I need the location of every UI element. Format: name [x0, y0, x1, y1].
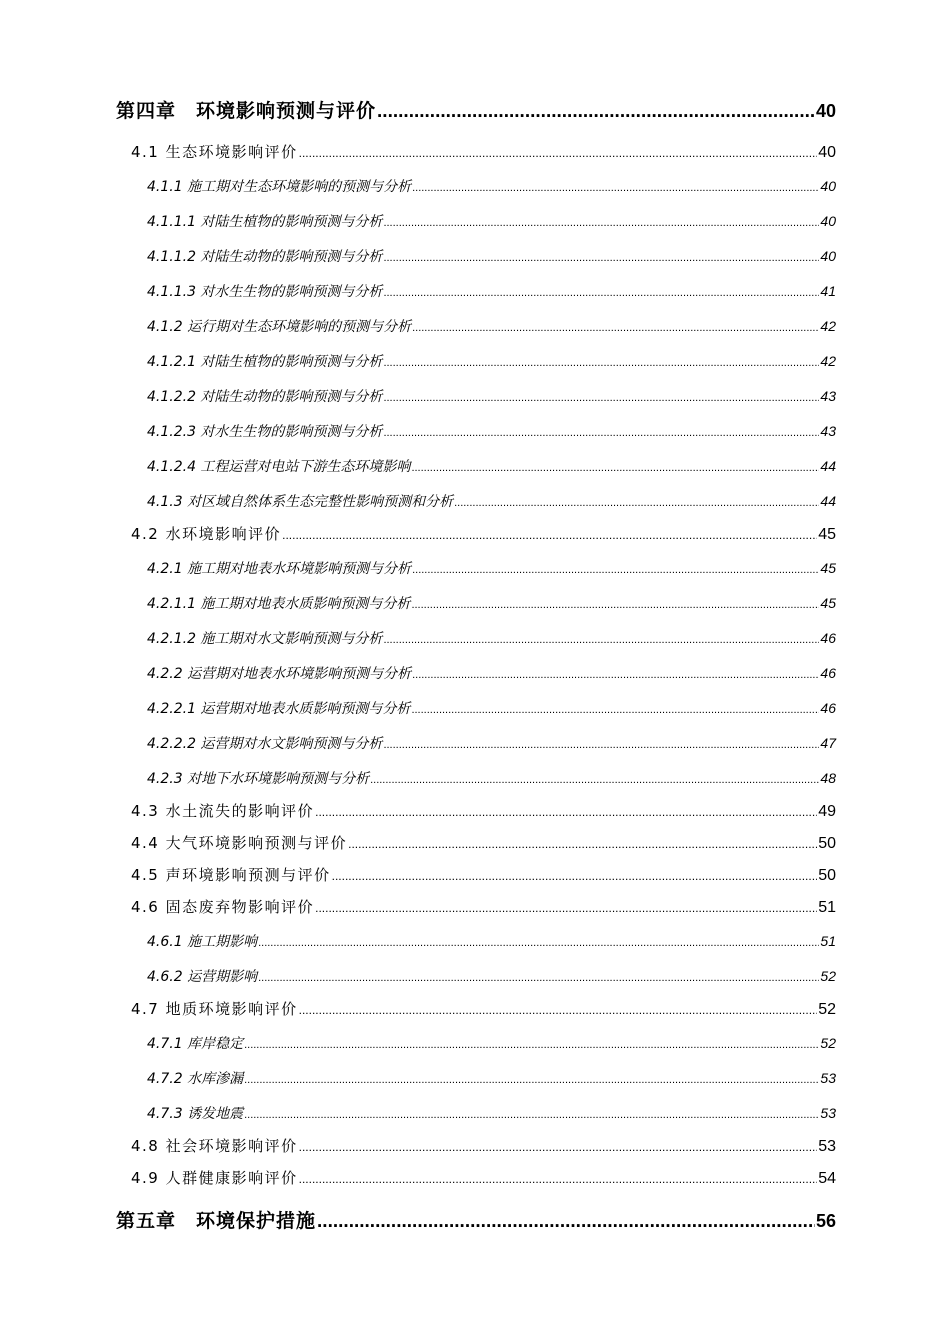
- toc-entry[interactable]: [0, 966, 950, 986]
- toc-page-number: 40: [820, 178, 836, 194]
- toc-entry-title: 4.2.2 运营期对地表水环境影响预测与分析: [147, 666, 412, 682]
- toc-entry-title: 4.2 水环境影响评价: [131, 525, 282, 543]
- toc-page-number: 52: [820, 1035, 836, 1051]
- toc-page-number: 51: [820, 933, 836, 949]
- toc-entry[interactable]: [0, 523, 950, 544]
- toc-entry[interactable]: [0, 141, 950, 162]
- toc-entry-title: 4.9 人群健康影响评价: [131, 1169, 298, 1187]
- toc-entry[interactable]: [0, 998, 950, 1019]
- toc-entry-title: 4.6.1 施工期影响: [147, 934, 258, 950]
- toc-page-number: 40: [818, 144, 836, 161]
- toc-dot-leader: [411, 462, 819, 474]
- toc-page-number: 46: [820, 700, 836, 716]
- toc-entry-title: 4.7.3 诱发地震: [147, 1106, 244, 1122]
- toc-dot-leader: [377, 101, 815, 123]
- toc-page-number: 53: [818, 1138, 836, 1155]
- toc-page-number: 40: [820, 213, 836, 229]
- toc-dot-leader: [411, 599, 819, 611]
- toc-entry-title: 4.1.2.1 对陆生植物的影响预测与分析: [147, 354, 383, 370]
- toc-entry-title: 4.1.3 对区域自然体系生态完整性影响预测和分析: [147, 494, 454, 510]
- toc-dot-leader: [454, 497, 819, 509]
- toc-page-number: 40: [815, 101, 836, 121]
- toc-page-number: 48: [820, 770, 836, 786]
- toc-entry-title: 4.2.1 施工期对地表水环境影响预测与分析: [147, 561, 412, 577]
- toc-entry-title: 4.4 大气环境影响预测与评价: [131, 834, 348, 852]
- toc-entry[interactable]: [0, 1167, 950, 1188]
- toc-entry[interactable]: [0, 864, 950, 885]
- toc-entry-title: 4.1.2 运行期对生态环境影响的预测与分析: [147, 319, 412, 335]
- toc-entry-title: 4.2.2.1 运营期对地表水质影响预测与分析: [147, 701, 411, 717]
- toc-entry[interactable]: [0, 628, 950, 648]
- toc-page-number: 46: [820, 630, 836, 646]
- toc-dot-leader: [412, 564, 819, 576]
- toc-page-number: 53: [820, 1105, 836, 1121]
- toc-page-number: 45: [820, 595, 836, 611]
- toc-entry[interactable]: [0, 491, 950, 511]
- toc-dot-leader: [383, 287, 819, 299]
- toc-entry[interactable]: [0, 768, 950, 788]
- toc-entry-title: 4.1.2.4 工程运营对电站下游生态环境影响: [147, 459, 411, 475]
- toc-entry[interactable]: [0, 593, 950, 613]
- toc-page-number: 49: [818, 803, 836, 820]
- toc-entry[interactable]: [0, 896, 950, 917]
- toc-entry-title: 4.1.1.2 对陆生动物的影响预测与分析: [147, 249, 383, 265]
- toc-entry[interactable]: [0, 1206, 950, 1233]
- toc-page-number: 52: [818, 1001, 836, 1018]
- toc-entry-title: 4.6 固态废弃物影响评价: [131, 898, 315, 916]
- toc-entry[interactable]: [0, 456, 950, 476]
- toc-entry-title: 4.8 社会环境影响评价: [131, 1137, 298, 1155]
- toc-dot-leader: [244, 1039, 819, 1051]
- toc-entry-title: 第五章 环境保护措施: [116, 1210, 317, 1232]
- toc-dot-leader: [412, 182, 819, 194]
- toc-dot-leader: [412, 669, 819, 681]
- toc-entry[interactable]: [0, 558, 950, 578]
- toc-page-number: 45: [820, 560, 836, 576]
- toc-page-number: 47: [820, 735, 836, 751]
- toc-entry-title: 第四章 环境影响预测与评价: [116, 100, 377, 122]
- toc-dot-leader: [411, 704, 819, 716]
- toc-dot-leader: [383, 739, 819, 751]
- toc-entry[interactable]: [0, 931, 950, 951]
- toc-entry-title: 4.5 声环境影响预测与评价: [131, 866, 331, 884]
- toc-dot-leader: [299, 146, 818, 160]
- toc-dot-leader: [299, 1140, 818, 1154]
- toc-page-number: 53: [820, 1070, 836, 1086]
- toc-entry[interactable]: [0, 800, 950, 821]
- toc-entry-title: 4.2.1.1 施工期对地表水质影响预测与分析: [147, 596, 411, 612]
- toc-entry[interactable]: [0, 1103, 950, 1123]
- toc-page-number: 43: [820, 423, 836, 439]
- toc-page-number: 42: [820, 318, 836, 334]
- toc-dot-leader: [258, 937, 819, 949]
- toc-entry-title: 4.1.1.1 对陆生植物的影响预测与分析: [147, 214, 383, 230]
- toc-entry-title: 4.1.2.3 对水生生物的影响预测与分析: [147, 424, 383, 440]
- toc-entry-title: 4.1.1 施工期对生态环境影响的预测与分析: [147, 179, 412, 195]
- toc-entry[interactable]: [0, 421, 950, 441]
- toc-entry-title: 4.1.2.2 对陆生动物的影响预测与分析: [147, 389, 383, 405]
- toc-entry[interactable]: [0, 351, 950, 371]
- toc-page-number: 42: [820, 353, 836, 369]
- toc-entry[interactable]: [0, 733, 950, 753]
- toc-page-number: 50: [818, 835, 836, 852]
- toc-dot-leader: [332, 869, 818, 883]
- toc-page-number: 50: [818, 867, 836, 884]
- toc-entry[interactable]: [0, 96, 950, 123]
- toc-entry-title: 4.3 水土流失的影响评价: [131, 802, 315, 820]
- toc-dot-leader: [258, 972, 819, 984]
- toc-dot-leader: [383, 252, 819, 264]
- toc-entry[interactable]: [0, 386, 950, 406]
- toc-page-number: 52: [820, 968, 836, 984]
- toc-dot-leader: [383, 357, 819, 369]
- toc-dot-leader: [348, 837, 817, 851]
- toc-dot-leader: [317, 1211, 815, 1233]
- toc-entry[interactable]: [0, 281, 950, 301]
- toc-dot-leader: [244, 1109, 819, 1121]
- toc-entry[interactable]: [0, 316, 950, 336]
- toc-page-number: 44: [820, 493, 836, 509]
- toc-dot-leader: [299, 1172, 818, 1186]
- toc-entry[interactable]: [0, 211, 950, 231]
- toc-entry-title: 4.2.2.2 运营期对水文影响预测与分析: [147, 736, 383, 752]
- toc-dot-leader: [383, 427, 819, 439]
- toc-entry-title: 4.7.1 库岸稳定: [147, 1036, 244, 1052]
- toc-entry-title: 4.2.3 对地下水环境影响预测与分析: [147, 771, 370, 787]
- toc-dot-leader: [383, 634, 819, 646]
- toc-entry[interactable]: [0, 1033, 950, 1053]
- toc-dot-leader: [412, 322, 819, 334]
- toc-page-number: 40: [820, 248, 836, 264]
- toc-dot-leader: [383, 392, 819, 404]
- toc-entry[interactable]: [0, 1135, 950, 1156]
- toc-dot-leader: [299, 1003, 818, 1017]
- toc-entry-title: 4.7.2 水库渗漏: [147, 1071, 244, 1087]
- toc-entry-title: 4.6.2 运营期影响: [147, 969, 258, 985]
- toc-dot-leader: [315, 901, 817, 915]
- toc-entry[interactable]: [0, 1068, 950, 1088]
- toc-entry[interactable]: [0, 698, 950, 718]
- toc-page-number: 54: [818, 1170, 836, 1187]
- toc-dot-leader: [383, 217, 819, 229]
- toc-entry[interactable]: [0, 663, 950, 683]
- toc-dot-leader: [315, 805, 817, 819]
- toc-entry[interactable]: [0, 246, 950, 266]
- toc-dot-leader: [282, 528, 817, 542]
- toc-page-number: 51: [818, 899, 836, 916]
- toc-page-number: 45: [818, 526, 836, 543]
- toc-entry-title: 4.1.1.3 对水生生物的影响预测与分析: [147, 284, 383, 300]
- toc-dot-leader: [244, 1074, 819, 1086]
- toc-page-number: 43: [820, 388, 836, 404]
- toc-entry-title: 4.1 生态环境影响评价: [131, 143, 298, 161]
- toc-page-number: 41: [820, 283, 836, 299]
- toc-entry[interactable]: [0, 832, 950, 853]
- toc-page-number: 56: [815, 1211, 836, 1231]
- toc-page-number: 46: [820, 665, 836, 681]
- toc-entry[interactable]: [0, 176, 950, 196]
- toc-page-number: 44: [820, 458, 836, 474]
- toc-dot-leader: [370, 774, 819, 786]
- toc-entry-title: 4.2.1.2 施工期对水文影响预测与分析: [147, 631, 383, 647]
- toc-entry-title: 4.7 地质环境影响评价: [131, 1000, 298, 1018]
